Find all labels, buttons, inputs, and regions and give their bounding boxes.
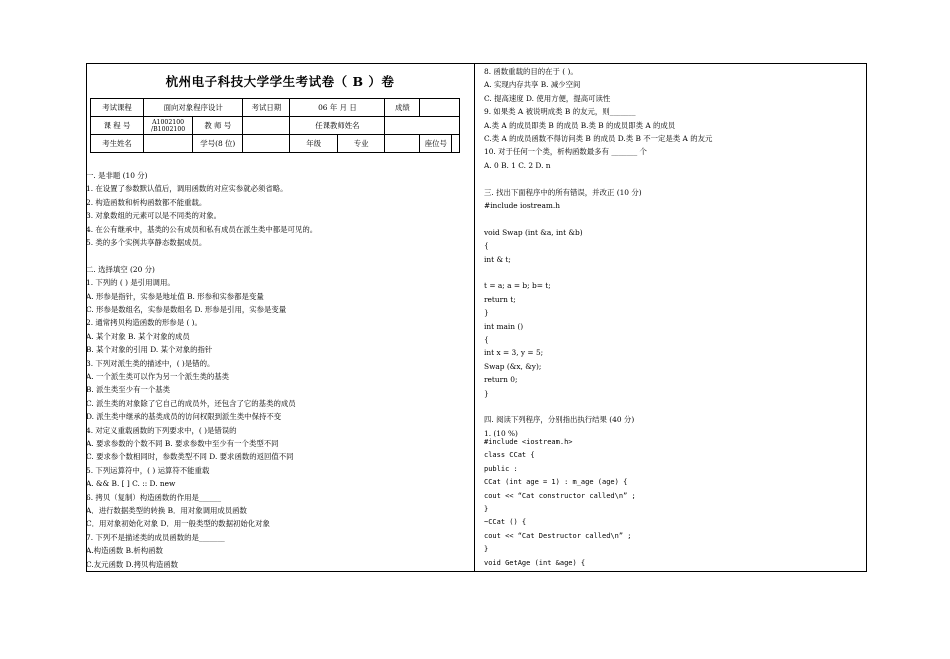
question-line: 6. 拷贝（复制）构造函数的作用是______ <box>86 492 222 502</box>
code-value-2: /B1002100 <box>151 125 186 133</box>
student-id-label: 学号(8 位) <box>193 135 243 153</box>
code-line: public : <box>484 464 518 473</box>
question-line: return t; <box>484 294 516 304</box>
question-line: A. 要求参数的个数不同 B. 要求参数中至少有一个类型不同 <box>86 439 279 448</box>
question-line: { <box>484 241 489 251</box>
question-line: 一. 是非题 (10 分) <box>86 171 148 180</box>
question-line: C. 要求参个数相同时，参数类型不同 D. 要求函数的返回值不同 <box>86 452 294 462</box>
question-line: return 0; <box>484 375 518 385</box>
question-line: } <box>484 308 489 318</box>
question-line: t = a; a = b; b= t; <box>484 281 551 291</box>
grade-label: 年级 <box>290 135 338 153</box>
question-line: A. 形参是指针，实参是地址值 B. 形参和实参都是变量 <box>86 291 264 301</box>
question-line: 5. 类的多个实例共享静态数据成员。 <box>86 238 207 247</box>
question-line: C. 派生类的对象除了它自己的成员外，还包含了它的基类的成员 <box>86 398 296 408</box>
code-line: cout << “Cat constructor called\n” ; <box>484 491 636 500</box>
question-line: } <box>484 388 489 398</box>
question-line: 5. 下列运算符中，( ) 运算符不能重载 <box>86 465 210 475</box>
question-line: B. 某个对象的引用 D. 某个对象的指针 <box>86 345 213 355</box>
question-line: C.类 A 的成员函数不得访问类 B 的成员 D.类 B 不一定是类 A 的友元 <box>484 134 713 143</box>
question-line: D. 派生类中继承的基类成员的访问权限到派生类中保持不变 <box>86 412 282 422</box>
question-line: 二. 选择填空 (20 分) <box>86 264 155 274</box>
code-line: #include <iostream.h> <box>484 438 573 446</box>
question-line: 1. (10 %) <box>484 428 518 438</box>
date-value: 06 年 月 日 <box>290 99 385 117</box>
teacher-no-label: 教 师 号 <box>193 117 243 135</box>
teacher-name-label: 任课教师姓名 <box>290 117 385 135</box>
question-line: 1. 在设置了参数默认值后，调用函数的对应实参就必须省略。 <box>86 184 288 194</box>
exam-title: 杭州电子科技大学学生考试卷（ B ）卷 <box>165 74 395 89</box>
question-line: 2. 构造函数和析构函数都不能重载。 <box>86 197 207 207</box>
question-line: A. 一个派生类可以作为另一个派生类的基类 <box>86 372 230 381</box>
question-line: 2. 通常拷贝构造函数的形参是 ( )。 <box>86 318 202 328</box>
code-line: } <box>484 545 489 554</box>
question-line: 7. 下列不是描述类的成员函数的是_______ <box>86 532 225 542</box>
question-line: A. && B. [ ] C. :: D. new <box>86 479 176 489</box>
question-line: 三. 找出下面程序中的所有错误，并改正 (10 分) <box>484 187 642 197</box>
student-name-value <box>144 135 193 153</box>
question-line: void Swap (int &a, int &b) <box>484 227 583 237</box>
score-value <box>420 99 460 117</box>
score-label: 成绩 <box>385 99 420 117</box>
question-line: 3. 下列对派生类的描述中，( )是错的。 <box>86 358 215 368</box>
seat-value <box>452 135 460 153</box>
major-value <box>385 135 420 153</box>
question-line: C. 形参是数组名，实参是数组名 D. 形参是引用，实参是变量 <box>86 305 287 314</box>
question-line: 1. 下列的 ( ) 是引用调用。 <box>86 278 175 288</box>
question-line: 10. 对于任何一个类，析构函数最多有 _______ 个 <box>484 147 647 157</box>
question-line: C．用对象初始化对象 D．用一般类型的数据初始化对象 <box>86 519 270 529</box>
code-line: ~CCat () { <box>484 518 527 527</box>
question-line: B. 派生类至少有一个基类 <box>86 385 171 395</box>
question-line: Swap (&x, &y); <box>484 361 542 371</box>
question-line: int & t; <box>484 254 511 264</box>
question-line: 四. 阅读下列程序，分别指出执行结果 (40 分) <box>484 415 635 425</box>
major-label: 专业 <box>337 135 385 153</box>
question-line: int x = 3, y = 5; <box>484 348 544 358</box>
student-name-label: 考生姓名 <box>91 135 144 153</box>
question-line: A.构造函数 B.析构函数 <box>86 546 163 556</box>
question-line: A. 实现内存共享 B. 减少空间 <box>484 80 581 90</box>
question-line: int main () <box>484 321 524 331</box>
question-line: C.友元函数 D.拷贝构造函数 <box>86 559 179 569</box>
question-line: 4. 在公有继承中，基类的公有成员和私有成员在派生类中都是可见的。 <box>86 224 318 234</box>
code-line: void GetAge (int &age) { <box>484 558 586 567</box>
code-label: 课 程 号 <box>91 117 144 135</box>
code-line: class CCat { <box>484 451 535 460</box>
question-line: C. 提高速度 D. 使用方便，提高可读性 <box>484 93 611 103</box>
question-line: 3. 对象数组的元素可以是不同类的对象。 <box>86 211 222 221</box>
code-line: } <box>484 505 489 513</box>
question-line: A．进行数据类型的转换 B．用对象调用成员函数 <box>86 506 247 515</box>
code-line: CCat (int age = 1) : m_age (age) { <box>484 478 628 487</box>
course-label: 考试课程 <box>91 99 144 117</box>
seat-label: 座位号 <box>420 135 452 153</box>
question-line: A. 0 B. 1 C. 2 D. n <box>484 160 551 170</box>
question-line: 4. 对定义重载函数的下列要求中，( )是错误的 <box>86 425 237 435</box>
code-value-1: A1002100 <box>152 118 185 126</box>
teacher-name-value <box>385 117 460 135</box>
course-value: 面向对象程序设计 <box>144 99 243 117</box>
question-line: 9. 如果类 A 被说明成类 B 的友元，则_______ <box>484 107 636 117</box>
teacher-no-value <box>243 117 290 135</box>
question-line: A. 某个对象 B. 某个对象的成员 <box>86 331 190 341</box>
date-label: 考试日期 <box>243 99 290 117</box>
student-id-value <box>243 135 290 153</box>
question-line: #include iostream.h <box>484 201 561 210</box>
code-line: cout << “Cat Destructor called\n” ; <box>484 531 632 540</box>
question-line: { <box>484 335 489 344</box>
question-line: A.类 A 的成员即类 B 的成员 B.类 B 的成员即类 A 的成员 <box>484 120 676 130</box>
exam-info-table <box>90 98 460 153</box>
code-value <box>144 117 193 135</box>
question-line: 8. 函数重载的目的在于 ( )。 <box>484 67 578 76</box>
